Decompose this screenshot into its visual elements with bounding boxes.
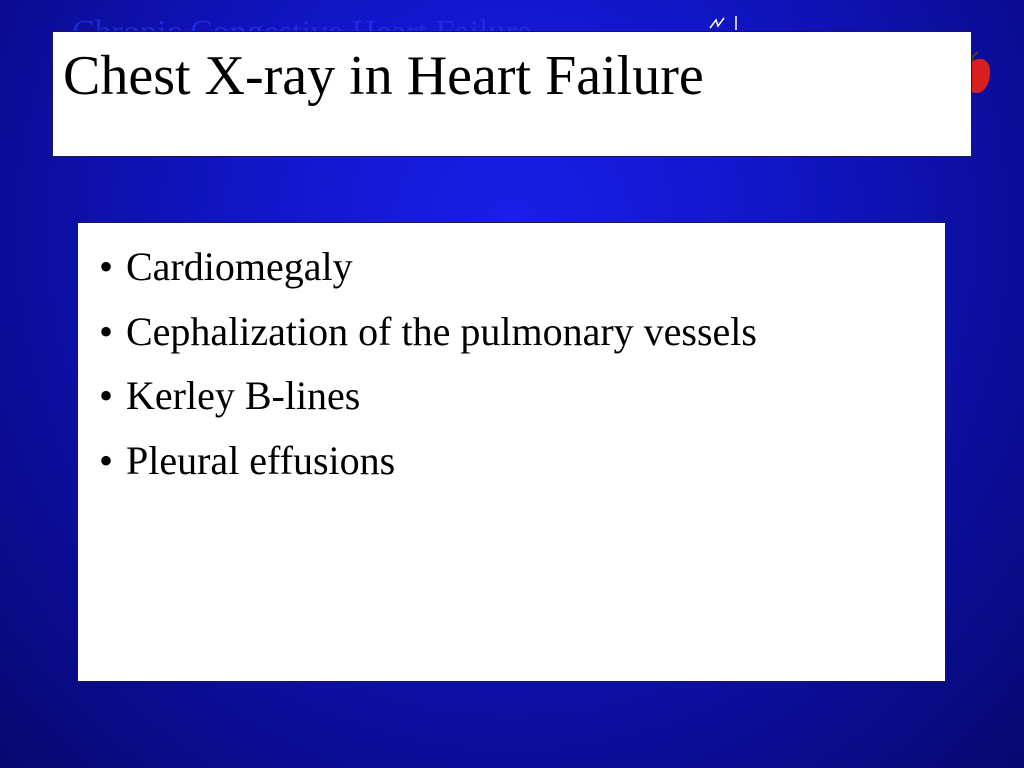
bullet-item	[86, 429, 757, 494]
bullet-text: Pleural effusions	[126, 437, 396, 483]
content-box	[77, 222, 946, 682]
bullet-text: Cephalization of the pulmonary vessels	[126, 308, 757, 354]
bullet-icon: •	[98, 244, 113, 289]
bullet-list	[86, 235, 757, 493]
bullet-icon: •	[98, 373, 113, 418]
bullet-icon: •	[98, 437, 113, 483]
bullet-text: Cardiomegaly	[126, 244, 353, 289]
bullet-text: Kerley B-lines	[126, 373, 361, 418]
bullet-item	[86, 235, 757, 300]
bullet-item	[86, 300, 757, 365]
title-box	[52, 31, 972, 157]
slide-title: Chest X-ray in Heart Failure	[63, 45, 704, 107]
bullet-icon: •	[98, 308, 113, 354]
bullet-item	[86, 364, 757, 429]
